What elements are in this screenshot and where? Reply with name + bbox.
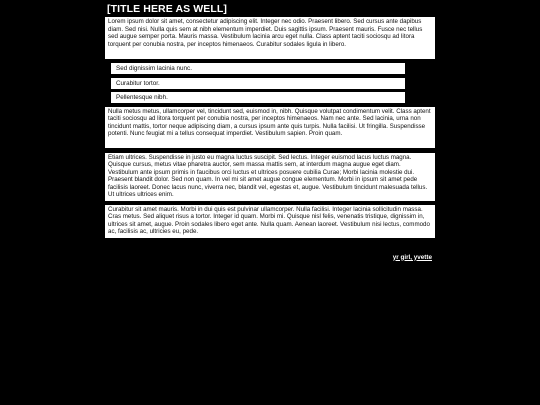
paragraph-box-1: Lorem ipsum dolor sit amet, consectetur adipiscing elit. Integer nec odio. Praesent libero. Sed cursus ante dapibus diam. Sed nisi. Nulla quis sem at nibh elementum imperdiet. Duis sagittis ipsum. Praesent mauris. Fusce nec tellus sed augue semper porta. Mauris massa. Vestibulum lacinia arcu eget nulla. Class aptent taciti sociosqu ad litora torquent per conubia nostra, per inceptos himenaeos. Curabitur sodales ligula in libero.: [105, 17, 435, 59]
bullet-list: [111, 63, 435, 103]
signature: [105, 246, 435, 264]
paragraph-box-2: Nulla metus metus, ullamcorper vel, tincidunt sed, euismod in, nibh. Quisque volutpat condimentum velit. Class aptent taciti sociosqu ad litora torquent per conubia nostra, per inceptos himenaeos. Nam nec ante. Sed lacinia, urna non tincidunt mattis, tortor neque adipiscing diam, a cursus ipsum ante quis turpis. Nulla facilisi. Ut fringilla. Suspendisse potenti. Nunc feugiat mi a tellus consequat imperdiet. Vestibulum sapien. Proin quam.: [105, 107, 435, 148]
page-title: [TITLE HERE AS WELL]: [107, 3, 228, 15]
paragraph-box-4: Curabitur sit amet mauris. Morbi in dui quis est pulvinar ullamcorper. Nulla facilisi. Integer lacinia sollicitudin massa. Cras metus. Sed aliquet risus a tortor. Integer id quam. Morbi mi. Quisque nisl felis, venenatis tristique, dignissim in, ultrices sit amet, augue. Proin sodales libero eget ante. Nulla quam. Aenean laoreet. Vestibulum nisi lectus, commodo ac, facilisis ac, ultricies eu, pede.: [105, 205, 435, 238]
list-item: Curabitur tortor.: [111, 78, 405, 89]
signature-link[interactable]: yr girl, yvette: [392, 253, 432, 261]
paragraph-box-3: Etiam ultrices. Suspendisse in justo eu magna luctus suscipit. Sed lectus. Integer euismod lacus luctus magna. Quisque cursus, metus vitae pharetra auctor, sem massa mattis sem, at interdum magna augue eget diam. Vestibulum ante ipsum primis in faucibus orci luctus et ultrices posuere cubilia Curae; Morbi lacinia molestie dui. Praesent blandit dolor. Sed non quam. In vel mi sit amet augue congue elementum. Morbi in ipsum sit amet pede facilisis laoreet. Donec lacus nunc, viverra nec, blandit vel, egestas et, augue. Vestibulum tincidunt malesuada tellus. Ut ultrices ultrices enim.: [105, 153, 435, 201]
page-content: [105, 0, 435, 264]
list-item: Pellentesque nibh.: [111, 92, 405, 103]
list-item: Sed dignissim lacinia nunc.: [111, 63, 405, 74]
